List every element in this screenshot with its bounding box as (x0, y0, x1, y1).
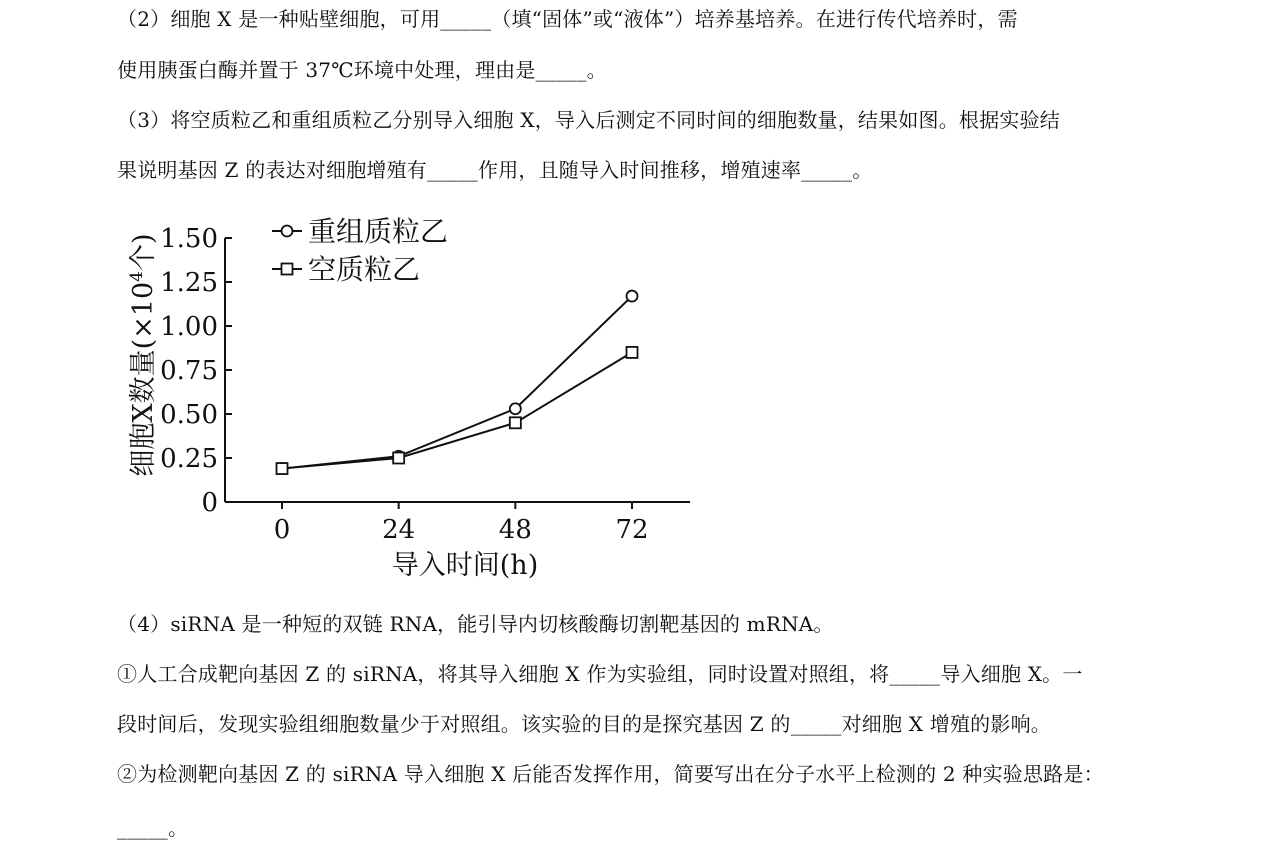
cell-count-chart (110, 200, 710, 590)
legend-marker (282, 226, 293, 237)
chart-axes (225, 238, 690, 502)
series-square (277, 347, 638, 474)
data-point (510, 403, 521, 414)
legend-marker (282, 264, 293, 275)
y-axis-label-sup: 4 (127, 270, 147, 282)
y-tick-label: 0.50 (160, 400, 218, 430)
y-tick-label: 0.25 (160, 444, 218, 474)
data-point (627, 291, 638, 302)
x-tick-label: 0 (273, 515, 291, 545)
chart-legend (272, 215, 448, 286)
y-axis-ticks (160, 224, 232, 518)
series-line (282, 352, 632, 468)
x-tick-label: 24 (382, 515, 416, 545)
y-axis-label-main: 细胞X数量(×10 (128, 281, 159, 477)
data-point (510, 417, 521, 428)
question-3-line-1: （3）将空质粒乙和重组质粒乙分别导入细胞 X，导入后测定不同时间的细胞数量，结果如图。根据实验结 (117, 108, 1060, 132)
question-4-part-2-answer: _____。 (117, 816, 189, 840)
legend-item (272, 215, 448, 248)
question-4-part-1-line-2: 段时间后，发现实验组细胞数量少于对照组。该实验的目的是探究基因 Z 的_____对细胞 X 增殖的影响。 (117, 712, 1051, 736)
legend-item (272, 253, 420, 286)
x-axis-ticks (274, 502, 649, 545)
y-axis-label-end: 个) (128, 233, 159, 271)
y-axis-label (127, 233, 159, 476)
question-4-intro: （4）siRNA 是一种短的双链 RNA，能引导内切核酸酶切割靶基因的 mRNA。 (117, 612, 834, 636)
data-point (393, 453, 404, 464)
legend-label: 空质粒乙 (308, 253, 421, 286)
y-tick-label: 1.50 (160, 224, 218, 254)
question-4-part-1-line-1: ①人工合成靶向基因 Z 的 siRNA，将其导入细胞 X 作为实验组，同时设置对照组，将_____导入细胞 X。一 (117, 662, 1083, 686)
data-point (277, 463, 288, 474)
y-tick-label: 0.75 (160, 356, 218, 386)
x-tick-label: 48 (498, 515, 532, 545)
x-axis-label: 导入时间(h) (391, 550, 539, 581)
question-2-line-2: 使用胰蛋白酶并置于 37℃环境中处理，理由是_____。 (117, 58, 607, 82)
chart-series (277, 291, 638, 474)
series-line (282, 296, 632, 468)
legend-label: 重组质粒乙 (308, 215, 449, 248)
y-tick-label: 0 (201, 488, 218, 518)
y-tick-label: 1.00 (160, 312, 218, 342)
data-point (627, 347, 638, 358)
question-3-line-2: 果说明基因 Z 的表达对细胞增殖有_____作用，且随导入时间推移，增殖速率_____。 (117, 158, 873, 182)
y-tick-label: 1.25 (160, 268, 218, 298)
question-2-line-1: （2）细胞 X 是一种贴壁细胞，可用_____（填“固体”或“液体”）培养基培养。在进行传代培养时，需 (117, 7, 1018, 31)
question-4-part-2-line-1: ②为检测靶向基因 Z 的 siRNA 导入细胞 X 后能否发挥作用，简要写出在分子水平上检测的 2 种实验思路是： (117, 762, 1104, 786)
x-tick-label: 72 (615, 515, 649, 545)
